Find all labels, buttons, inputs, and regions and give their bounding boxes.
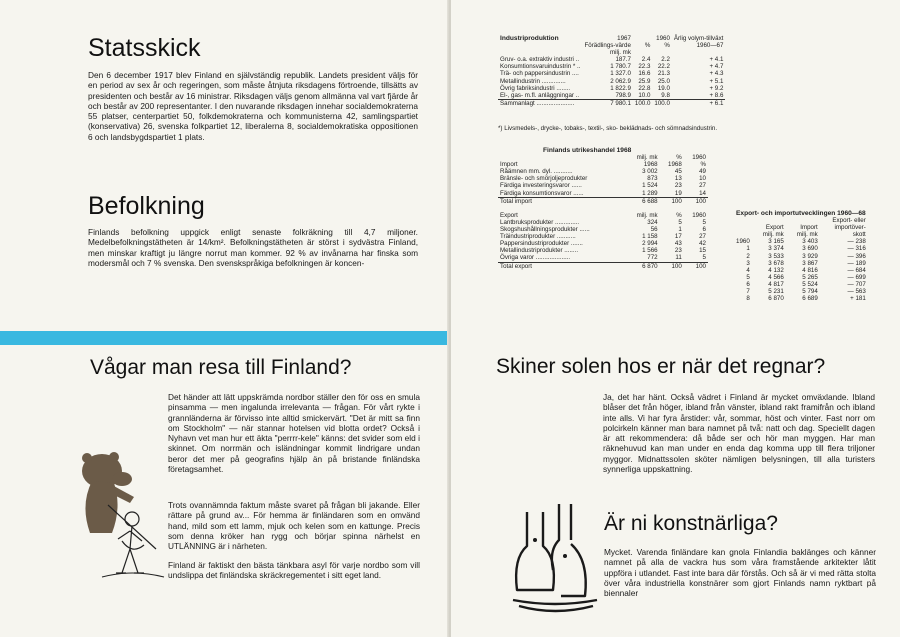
trade-row-p60: 14 [699,189,706,197]
exim-col-import: Import milj. mk [796,224,818,239]
blue-band-left [0,331,447,345]
trade-row-pct: 11 [675,254,682,262]
trade-row-p60: 15 [699,247,706,255]
industry-row [498,63,725,70]
industry-title: Industriproduktion [500,35,559,42]
import-row [498,168,708,175]
industry-row-growth: + 4.7 [709,63,724,71]
trade-col-year-b: 1968 [668,161,682,169]
industry-row-value: 1 780.7 [610,63,631,71]
trade-row-value: 1 158 [642,233,658,241]
trade-row-p60: 42 [699,240,706,248]
export-row [498,240,708,247]
befolkning-body: Finlands befolkning uppgick enligt senaste folkräkning till 4,7 miljoner. Medelbefolkningstätheten är 14/km². Befolkningstätheten är störst i sydvästra Finland, men minskar kraftigt ju längre norrut man kommer. 92 % av invånarna har finska som modersmål och 7 % svenska. Den svenskspråkiga befolkningen är koncen- [88,227,418,268]
trade-row-p60: 5 [702,218,706,226]
skiner-heading: Skiner solen hos er när det regnar? [496,355,826,378]
exim-row-export: 3 533 [768,252,784,260]
export-total-label: Total export [498,262,626,270]
exim-row-year: 8 [746,295,750,303]
trade-row-pct: 5 [678,218,682,226]
industry-row [498,85,725,92]
exim-row-year: 3 [746,259,750,267]
exim-row-import: 6 689 [802,295,818,303]
trade-title: Finlands utrikeshandel 1968 [543,147,632,154]
trade-export-col-1960: 1960 [692,211,706,219]
trade-row-label: Skogshushållningsprodukter ...... [500,226,590,234]
import-total-label: Total import [498,197,626,205]
industry-col-period: 1960—67 [696,42,724,50]
industry-row [498,70,725,77]
trade-row-pct: 43 [674,240,682,248]
exim-row-balance: — 684 [847,266,866,274]
industry-row-gpct: 19.0 [657,84,670,92]
exim-row-balance: — 396 [847,252,866,260]
trade-row-pct: 1 [678,226,682,234]
trade-col-1960-pct: % [700,161,706,169]
industry-col-year: 1967 [617,35,631,42]
exim-row-import: 5 794 [802,288,818,296]
trade-row-label: Övriga varor .................... [500,254,571,262]
exim-row-export: 6 870 [768,295,784,303]
industry-row-growth: + 4.1 [709,56,724,64]
industry-row [498,56,725,63]
trade-row-value: 873 [647,175,658,183]
vagar-paragraph-2: Trots ovannämnda faktum måste svaret på frågan bli jakande. Eller rättare på grund av... För hemma är finländaren som en omvänd hand, mild som ett lamm, mjuk och kelen som en kattunge. Precis som denna kröker han rygg och börjar spinna närhelst en UTLÄNNING är i närheten. [168,500,420,552]
trade-row-label: Färdiga investeringsvaror ...... [500,182,582,190]
exim-row-year: 4 [746,266,750,274]
statsskick-heading: Statsskick [88,34,201,62]
export-row [498,219,708,226]
exim-row [734,267,868,274]
trade-row-value: 56 [650,226,658,234]
industry-row-label: Konsumtionsvaruindustrin * .. [500,63,581,71]
trade-row-label: Träindustriprodukter ........... [500,233,576,241]
export-row [498,254,708,262]
exim-row-balance: — 707 [847,280,866,288]
industry-row-value: 1 327.0 [610,70,631,78]
import-total-pct: 100 [660,197,684,205]
exim-row-export: 4 566 [768,273,784,281]
exim-row-balance: — 238 [847,238,866,246]
export-total-pct: 100 [660,262,684,270]
exim-row-export: 5 231 [768,288,784,296]
industry-table [498,35,833,107]
trade-row-value: 324 [647,218,658,226]
exim-col-balance: Export- eller importöver-skott [832,217,866,239]
industry-row-gpct: 2.2 [661,56,670,64]
vagar-paragraph-1: Det händer att lätt uppskrämda nordbor ställer den för oss en smula pinsamma — men ingalunda irrelevanta — frågan. För vårt rykte i grannländerna är förvisso inte alltid smickervärt. "Det är mitt sa finn om Stockholm" — när stannar hotelsen vid blotta ordet? Också i Nyhavn vet man hur ett äkta "perrrr-kele" känns: det svider som eld i skinnet. Om norrmän och isländningar kommit lindrigare undan beror det mer på geografins hjälp än på bristande finländska företagsamhet. [168,392,420,475]
exim-row-import: 3 929 [802,252,818,260]
trade-row-label: Lantbruksprodukter .............. [500,218,580,226]
industry-col-unit: milj. mk [609,49,631,57]
industry-row [498,92,725,100]
befolkning-heading: Befolkning [88,192,205,220]
industry-row-pct: 25.9 [638,77,651,85]
industry-row-pct: 22.8 [638,84,651,92]
import-row [498,190,708,198]
trade-col-1960: 1960 [692,154,706,162]
bear-hunter-icon [72,445,168,585]
industry-col-gpct: % [664,42,670,50]
industry-footnote: *) Livsmedels-, drycke-, tobaks-, textil-, sko- beklädnads- och sömnadsindustrin. [498,125,718,132]
exim-row-balance: — 189 [847,259,866,267]
exim-row [734,274,868,281]
exim-row-export: 4 817 [768,280,784,288]
trade-row-pct: 17 [674,233,682,241]
trade-row-label: Råämnen mm. dyl. ........... [500,168,573,176]
trade-col-unit: milj. mk [636,154,658,162]
trade-row-pct: 13 [674,175,682,183]
industry-row-pct: 16.6 [638,70,651,78]
industry-col-1960: 1960 [656,35,670,42]
trade-row-label: Bränsle- och smörjoljeprodukter [500,175,588,183]
trade-row-p60: 27 [699,233,706,241]
exim-row-year: 2 [746,252,750,260]
exim-col-export: Export milj. mk [762,224,784,239]
industry-total-gpct: 100.0 [654,99,670,107]
import-total-p60: 100 [684,197,708,205]
exim-row-year: 5 [746,273,750,281]
industry-row-value: 187.7 [615,56,631,64]
trade-table [498,147,708,270]
industry-row-label: El-, gas- m.fl. anläggningar .. [500,91,580,99]
exim-row-import: 3 403 [802,238,818,246]
exim-row-import: 4 816 [802,266,818,274]
export-label: Export [500,211,518,219]
exim-row [734,253,868,260]
exim-row [734,288,868,295]
konst-heading: Är ni konstnärliga? [604,512,778,535]
trade-row-value: 1 566 [642,247,658,255]
industry-row-growth: + 5.1 [709,77,724,85]
exim-row-import: 5 524 [802,280,818,288]
left-page [0,0,449,637]
trade-row-pct: 23 [674,247,682,255]
industry-row-value: 798.9 [615,91,631,99]
industry-row-label: Gruv- o.a. extraktiv industri .. [500,56,580,64]
industry-row-pct: 2.4 [641,56,651,64]
industry-row-value: 1 822.9 [610,84,631,92]
industry-row-label: Övrig fabriksindustri ........ [500,84,571,92]
trade-row-value: 3 002 [642,168,658,176]
industry-row-label: Trä- och pappersindustrin .... [500,70,579,78]
exim-row [734,281,868,288]
exim-row-export: 3 165 [768,238,784,246]
export-row [498,233,708,240]
exim-row [734,238,868,245]
trade-row-value: 1 524 [642,182,658,190]
import-row [498,175,708,182]
exim-row [734,260,868,267]
glassware-icon [509,500,601,620]
exim-row-export: 3 374 [768,245,784,253]
exim-row-import: 5 265 [802,273,818,281]
exim-row-import: 3 867 [802,259,818,267]
export-row [498,226,708,233]
trade-row-p60: 27 [699,182,706,190]
import-label: Import [500,161,518,169]
trade-col-pct: % [676,154,682,162]
skiner-body: Ja, det har hänt. Också vädret i Finland är mycket omväxlande. Ibland blåser det från höger, ibland från vänster, ibland rakt framifrån och ibland inte alls. Vi har fyra årstider: vår, sommar, höst och vinter. Fast norr om polcirkeln känner man bara namnet på två: natt och dag. Speciellt dagen är att rekommendera: då både ser och hör man myggen. Har man räknehuvud kan man under en enda dag komma upp till flera triljoner myggor. Midnattssolen sköter nämligen belysningen, till alla turisters synnerliga uppskattning. [603,392,875,475]
exim-row-import: 3 690 [802,245,818,253]
trade-col-year-a: 1968 [643,161,658,169]
exim-row-year: 1960 [736,238,750,246]
trade-row-p60: 49 [699,168,706,176]
export-total-value: 6 870 [626,262,660,270]
industry-row-gpct: 25.0 [657,77,670,85]
export-row [498,247,708,254]
exim-row-balance: — 699 [847,273,866,281]
industry-row-pct: 22.3 [638,63,651,71]
industry-row-growth: + 9.2 [709,84,724,92]
trade-export-col-unit: milj. mk [636,211,658,219]
exim-row-balance: + 181 [850,295,866,303]
industry-row-pct: 10.0 [638,91,651,99]
right-page [451,0,900,637]
exim-row-balance: — 563 [847,288,866,296]
export-total-p60: 100 [684,262,708,270]
exim-title: Export- och importutvecklingen 1960—68 [736,210,866,217]
import-total-value: 6 688 [626,197,660,205]
exim-row-export: 4 132 [768,266,784,274]
trade-row-label: Pappersindustriprodukter ....... [500,240,583,248]
exim-row-year: 7 [746,288,750,296]
industry-row-gpct: 22.2 [657,63,670,71]
industry-col-growth: Årlig volym-tillväxt [673,35,724,42]
exim-row [734,245,868,252]
industry-total-pct: 100.0 [634,99,651,107]
konst-body: Mycket. Varenda finländare kan gnola Finlandia baklänges och känner namnet på alla de vackra hus som våra framstående arkitekter låtit uppföra i utlandet. Fast inte bara där förstås. Och så är vi med rätta stolta över våra industriella konstnärer som gjort Finlands namn ryktbart på biennaler [604,547,876,599]
industry-row-growth: + 4.3 [709,70,724,78]
trade-row-pct: 19 [674,189,682,197]
industry-col-pct: % [644,42,651,50]
trade-export-col-pct: % [676,211,682,219]
exim-row-balance: — 316 [847,245,866,253]
exim-table [734,210,884,302]
trade-row-p60: 5 [702,254,706,262]
exim-row-year: 1 [746,245,750,253]
trade-row-p60: 6 [702,226,706,234]
industry-row-label: Metallindustrin .............. [500,77,566,85]
exim-row [734,295,868,302]
industry-row-gpct: 21.3 [657,70,670,78]
vagar-heading: Vågar man resa till Finland? [90,356,352,379]
import-row [498,182,708,189]
exim-row-export: 3 678 [768,259,784,267]
industry-total-value: 7 980.1 [582,99,632,107]
trade-row-pct: 45 [674,168,682,176]
industry-total-label: Sammanlagt ...................... [498,99,582,107]
trade-row-value: 772 [647,254,658,262]
industry-row-value: 2 062.9 [610,77,631,85]
exim-row-year: 6 [746,280,750,288]
industry-row [498,78,725,85]
industry-row-gpct: 9.8 [661,91,670,99]
trade-row-pct: 23 [674,182,682,190]
industry-col-value: Förädlings-värde [584,42,631,50]
trade-row-label: Metallindustriprodukter ........ [500,247,579,255]
trade-row-p60: 10 [699,175,706,183]
trade-row-value: 1 289 [642,189,658,197]
industry-total-growth: + 6.1 [672,99,726,107]
industry-row-growth: + 8.6 [709,91,724,99]
trade-row-label: Färdiga konsumtionsvaror ...... [500,189,584,197]
vagar-paragraph-3: Finland är faktiskt den bästa tänkbara asyl för varje nordbo som vill undslippa det finländska skräckregementet i sitt eget land. [168,560,420,581]
trade-row-value: 2 994 [642,240,658,248]
statsskick-body: Den 6 december 1917 blev Finland en självständig republik. Landets president väljs för en period av sex år och regeringen, som måste åtnjuta riksdagens förtroende, tillsätts av presidenten och består av 16 ministrar. Riksdagen väljs genom allmänna val vart fjärde år och består av 200 representanter. I den nuvarande riksdagen innehar socialdemokraterna 55 platser, centerpartiet 50, folkdemokraterna och kommunisterna 42, samlingspartiet (konservativa) 26, svenska folkpartiet 12, liberalerna 8, socialdemokratiska oppositionen 6 och landsbygdspartiet 1 plats. [88,70,418,142]
